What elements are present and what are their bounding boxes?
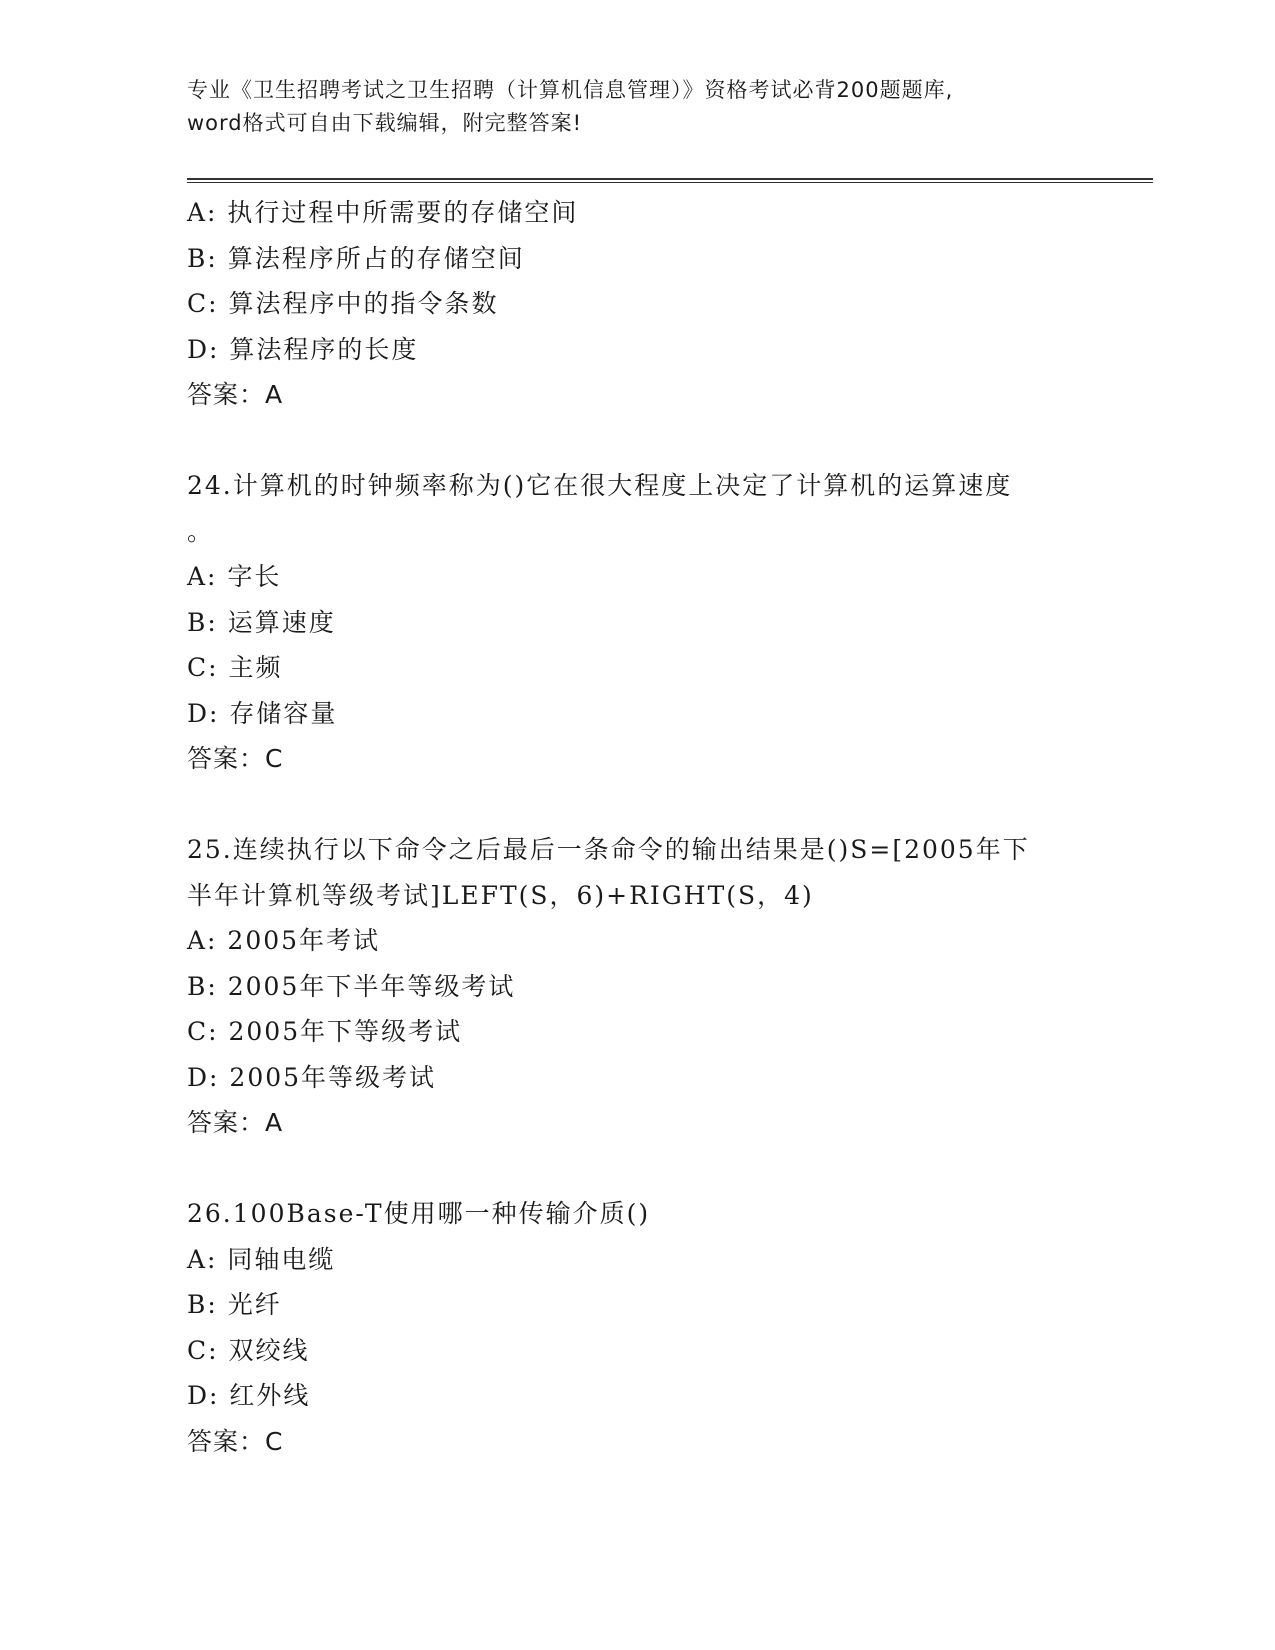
answer: 答案：A bbox=[187, 380, 284, 409]
option-b: B: 运算速度 bbox=[187, 607, 336, 637]
header-line-2: word格式可自由下载编辑，附完整答案! bbox=[187, 111, 583, 135]
option-c: C: 算法程序中的指令条数 bbox=[187, 289, 499, 318]
question-list bbox=[187, 190, 1087, 1464]
question-25 bbox=[187, 827, 1087, 1146]
option-a: A: 2005年考试 bbox=[187, 926, 381, 955]
option-b: B: 2005年下半年等级考试 bbox=[187, 971, 516, 1001]
option-c: C: 2005年下等级考试 bbox=[187, 1017, 463, 1046]
option-b: B: 算法程序所占的存储空间 bbox=[187, 243, 525, 273]
option-d: D: 红外线 bbox=[187, 1381, 311, 1410]
header-line-1: 专业《卫生招聘考试之卫生招聘（计算机信息管理）》资格考试必背200题题库, bbox=[187, 78, 954, 102]
question-23-tail bbox=[187, 190, 1087, 418]
question-stem-continued: 。 bbox=[187, 516, 215, 546]
option-b: B: 光纤 bbox=[187, 1290, 282, 1319]
answer: 答案：C bbox=[187, 1426, 284, 1456]
question-stem-continued: 半年计算机等级考试]LEFT(S，6)+RIGHT(S，4) bbox=[187, 880, 814, 910]
header-divider bbox=[187, 178, 1153, 183]
page-header bbox=[187, 74, 1087, 140]
answer: 答案：C bbox=[187, 744, 284, 773]
option-d: D: 算法程序的长度 bbox=[187, 334, 419, 364]
question-24 bbox=[187, 463, 1087, 782]
option-d: D: 存储容量 bbox=[187, 698, 338, 728]
option-a: A: 字长 bbox=[187, 562, 282, 591]
question-stem: 26.100Base-T使用哪一种传输介质() bbox=[187, 1199, 651, 1228]
answer: 答案：A bbox=[187, 1108, 284, 1137]
option-a: A: 同轴电缆 bbox=[187, 1244, 336, 1274]
question-stem: 24.计算机的时钟频率称为()它在很大程度上决定了计算机的运算速度 bbox=[187, 471, 1013, 500]
option-c: C: 双绞线 bbox=[187, 1335, 310, 1365]
question-26 bbox=[187, 1191, 1087, 1464]
option-a: A: 执行过程中所需要的存储空间 bbox=[187, 198, 579, 227]
option-d: D: 2005年等级考试 bbox=[187, 1062, 437, 1092]
option-c: C: 主频 bbox=[187, 653, 283, 682]
question-stem: 25.连续执行以下命令之后最后一条命令的输出结果是()S=[2005年下 bbox=[187, 835, 1030, 864]
